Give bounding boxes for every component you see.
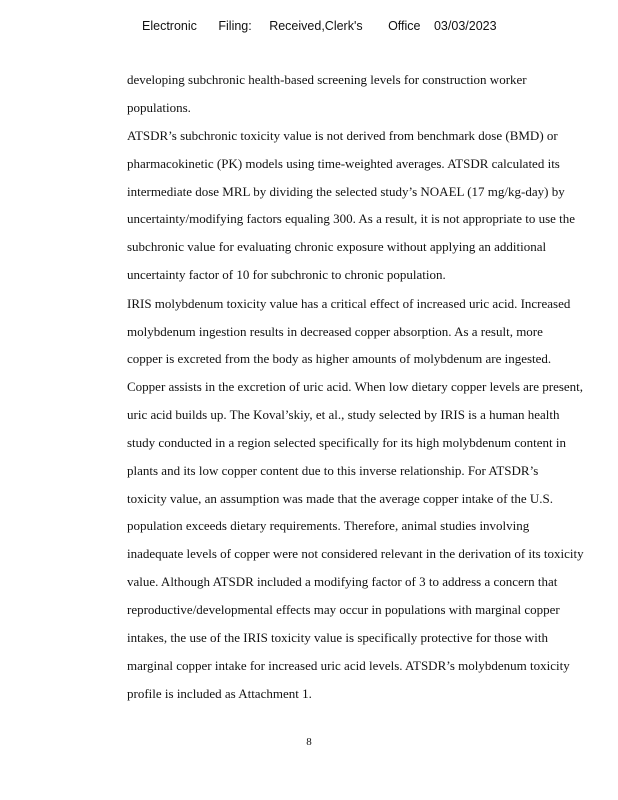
paragraph-line: plants and its low copper content due to this inverse relationship. For ATSDR’s (127, 463, 539, 478)
header-received-clerks: Received,Clerk's (269, 19, 363, 33)
header-date: 03/03/2023 (433, 19, 497, 33)
paragraph-line: inadequate levels of copper were not considered relevant in the derivation of its toxicity (127, 546, 584, 561)
paragraph-line: IRIS molybdenum toxicity value has a critical effect of increased uric acid. Increased (127, 296, 571, 311)
paragraph-line: population exceeds dietary requirements. Therefore, animal studies involving (127, 518, 530, 533)
paragraph-line: pharmacokinetic (PK) models using time-weighted averages. ATSDR calculated its (127, 156, 560, 171)
filing-stamp-header (142, 19, 497, 33)
paragraph-line: value. Although ATSDR included a modifying factor of 3 to address a concern that (127, 574, 558, 589)
paragraph-line: molybdenum ingestion results in decreased copper absorption. As a result, more (127, 324, 543, 339)
paragraph-line: ATSDR’s subchronic toxicity value is not derived from benchmark dose (BMD) or (127, 128, 558, 143)
paragraph-line: intermediate dose MRL by dividing the selected study’s NOAEL (17 mg/kg-day) by (127, 184, 565, 199)
paragraph-line: toxicity value, an assumption was made that the average copper intake of the U.S. (127, 491, 553, 506)
header-filing: Filing: (218, 19, 252, 33)
paragraph-line: uncertainty factor of 10 for subchronic to chronic population. (127, 267, 446, 282)
paragraph-line: study conducted in a region selected specifically for its high molybdenum content in (127, 435, 566, 450)
paragraph-line: reproductive/developmental effects may occur in populations with marginal copper (127, 602, 560, 617)
page-number: 8 (306, 736, 312, 748)
paragraph-line: marginal copper intake for increased uric acid levels. ATSDR’s molybdenum toxicity (127, 658, 570, 673)
header-office: Office (388, 19, 421, 33)
intro-line: populations. (127, 100, 191, 115)
paragraph-line: profile is included as Attachment 1. (127, 686, 312, 701)
paragraph-line: uric acid builds up. The Koval’skiy, et al., study selected by IRIS is a human health (127, 407, 560, 422)
paragraph-line: copper is excreted from the body as higher amounts of molybdenum are ingested. (127, 351, 552, 366)
paragraph-line: intakes, the use of the IRIS toxicity value is specifically protective for those with (127, 630, 548, 645)
paragraph-line: Copper assists in the excretion of uric acid. When low dietary copper levels are present, (127, 379, 584, 394)
paragraph-line: uncertainty/modifying factors equaling 300. As a result, it is not appropriate to use the (127, 211, 576, 226)
header-electronic: Electronic (142, 19, 197, 33)
paragraph-line: subchronic value for evaluating chronic exposure without applying an additional (127, 239, 547, 254)
intro-line: developing subchronic health-based screening levels for construction worker (127, 72, 527, 87)
